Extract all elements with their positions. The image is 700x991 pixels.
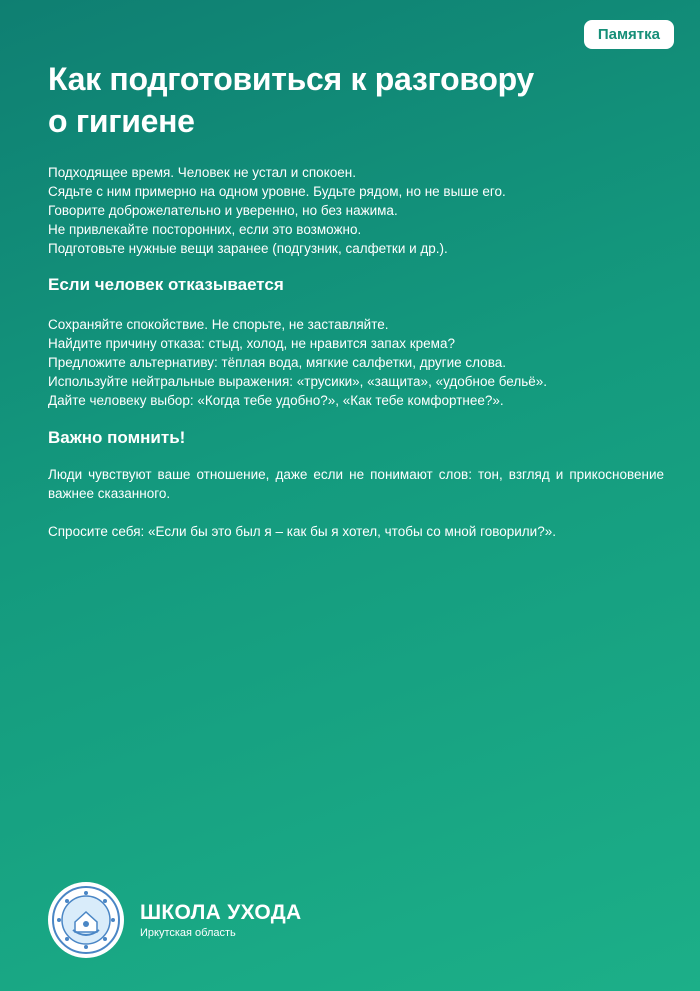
intro-item: Подходящее время. Человек не устал и спокоен. [48,165,356,180]
page-title [48,58,648,142]
refuse-item: Предложите альтернативу: тёплая вода, мягкие салфетки, другие слова. [48,355,506,370]
memo-badge: Памятка [584,20,674,49]
intro-item: Не привлекайте посторонних, если это возможно. [48,222,362,237]
brand-region: Иркутская область [140,927,236,939]
footer-brand [48,882,301,958]
intro-item: Подготовьте нужные вещи заранее (подгузник, салфетки и др.). [48,241,448,256]
brand-block [140,901,301,939]
refuse-item: Дайте человеку выбор: «Когда тебе удобно?», «Как тебе комфортнее?». [48,393,504,408]
refuse-item: Найдите причину отказа: стыд, холод, не нравится запах крема? [48,336,455,351]
school-of-care-emblem-icon [48,882,124,958]
remember-paragraph-2: Спросите себя: «Если бы это был я – как бы я хотел, чтобы со мной говорили?». [48,524,556,539]
intro-item: Сядьте с ним примерно на одном уровне. Будьте рядом, но не выше его. [48,184,506,199]
refuse-item: Сохраняйте спокойствие. Не спорьте, не заставляйте. [48,317,389,332]
intro-item: Говорите доброжелательно и уверенно, но без нажима. [48,203,398,218]
title-line-1: Как подготовиться к разговору [48,61,534,97]
intro-list [48,163,664,258]
remember-heading: Важно помнить! [48,428,186,447]
remember-paragraph-1: Люди чувствуют ваше отношение, даже если не понимают слов: тон, взгляд и прикосновение важнее сказанного. [48,467,664,501]
refuse-item: Используйте нейтральные выражения: «трусики», «защита», «удобное бельё». [48,374,548,389]
refuse-list [48,315,664,410]
refuse-heading: Если человек отказывается [48,275,284,294]
brand-name: ШКОЛА УХОДА [140,901,302,924]
title-line-2: о гигиене [48,103,195,139]
